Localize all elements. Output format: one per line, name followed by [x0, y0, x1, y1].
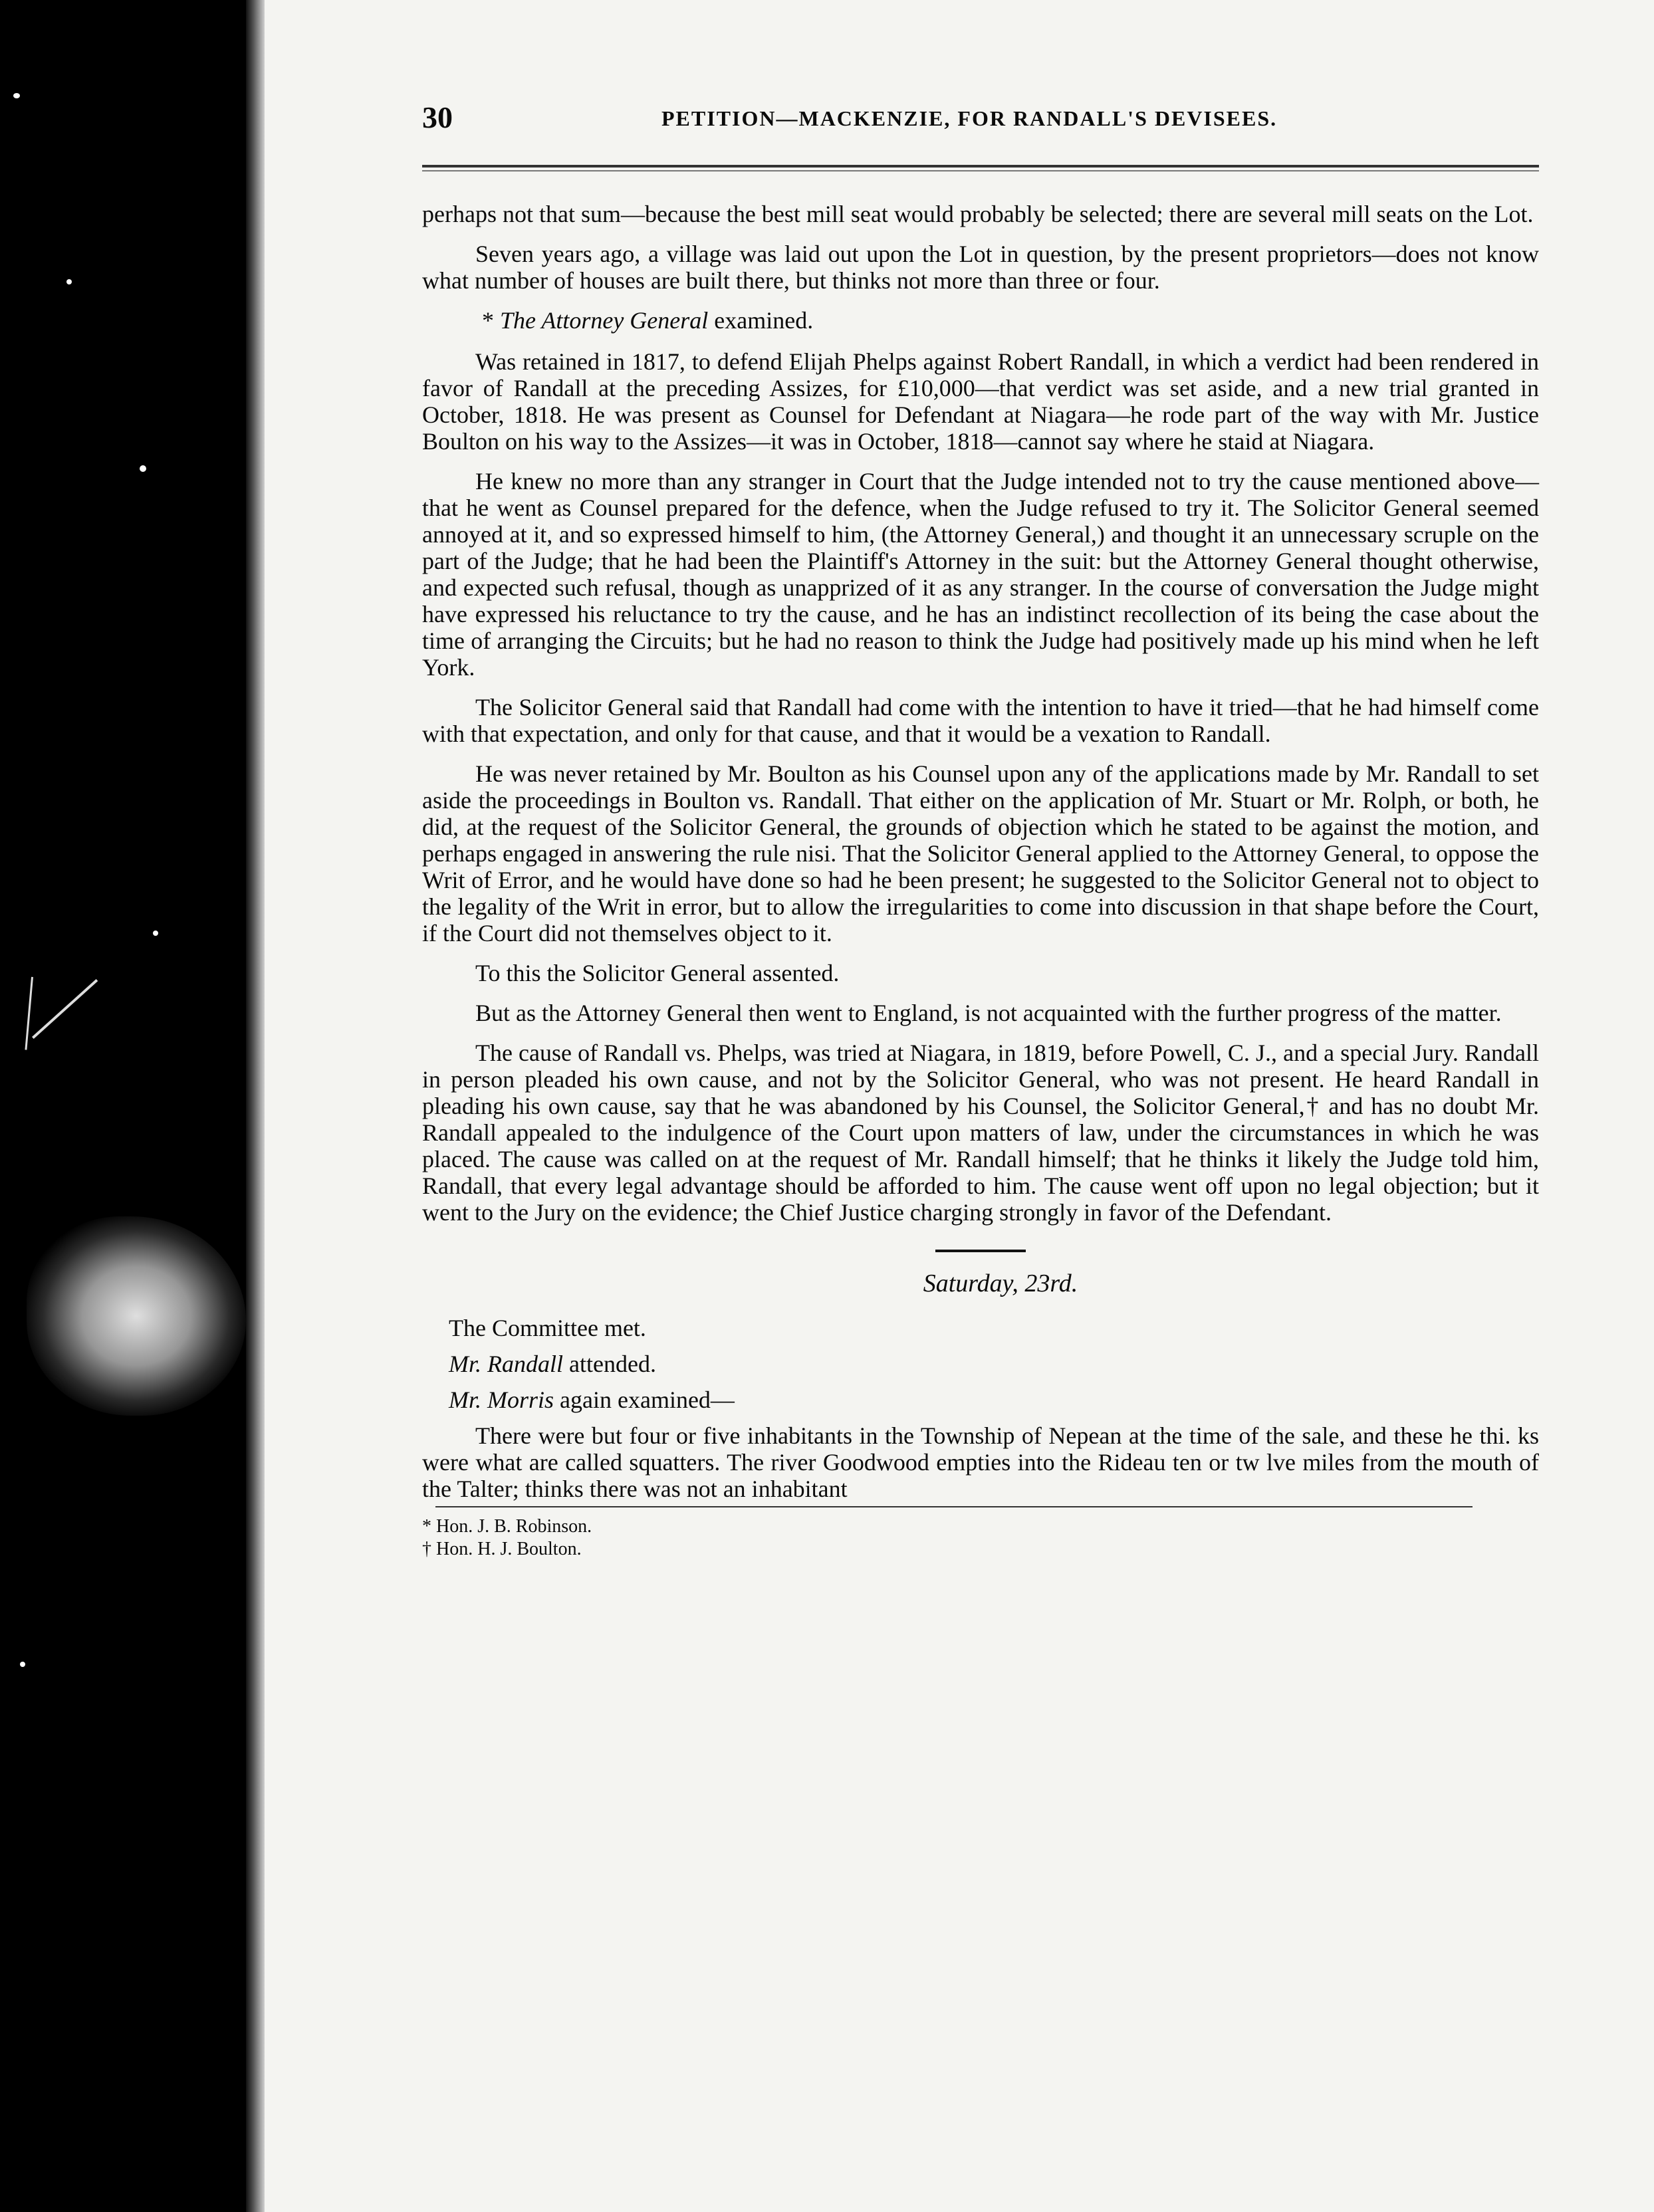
attendance-line — [449, 1351, 1539, 1377]
dust-speck — [66, 279, 72, 284]
paragraph: But as the Attorney General then went to England, is not acquainted with the further progress of the matter. — [475, 1000, 1502, 1026]
examination-text: again examined— — [560, 1386, 735, 1413]
paragraph: He was never retained by Mr. Boulton as his Counsel upon any of the applications made by Mr. Randall to set aside the proceedings in Boulton vs. Randall. That either on the application of Mr. Stuart or Mr. Rolph, or both, he did, at the request of the Solicitor General, the grounds of objection which he stated to be against the motion, and perhaps engaged in answering the rule nisi. That the Solicitor General applied to the Attorney General, to oppose the Writ of Error, and he would have done so had he been present; he suggested to the Solicitor General not to object to the legality of the Writ in error, but to allow the irregularities to come into discussion in that shape before the Court, if the Court did not themselves object to it. — [422, 760, 1539, 946]
dust-speck — [140, 465, 146, 472]
committee-line: The Committee met. — [449, 1315, 646, 1341]
page-number: 30 — [422, 100, 453, 134]
page — [246, 0, 1654, 2212]
body-text — [422, 201, 1539, 1561]
page-content — [422, 100, 1539, 1561]
paragraph: Seven years ago, a village was laid out upon the Lot in question, by the present proprietors—does not know what number of houses are built there, but thinks not more than three or four. — [422, 241, 1539, 294]
footnote: † Hon. H. J. Boulton. — [422, 1539, 582, 1559]
attendance-text: attended. — [569, 1351, 656, 1377]
paragraph: Was retained in 1817, to defend Elijah Phelps against Robert Randall, in which a verdict had been rendered in favor of Randall at the preceding Assizes, for £10,000—that verdict was set aside, and a new trial granted in October, 1818. He was present as Counsel for Defendant at Niagara—he rode part of the way with Mr. Justice Boulton on his way to the Assizes—it was in October, 1818—cannot say where he staid at Niagara. — [422, 348, 1539, 455]
examination-line — [449, 1386, 1539, 1413]
footnote-rule — [435, 1506, 1473, 1507]
dust-speck — [13, 93, 20, 98]
header-rule — [422, 165, 1539, 167]
attendee-name: Mr. Randall — [449, 1351, 564, 1377]
dust-speck — [20, 1662, 25, 1667]
paragraph: He knew no more than any stranger in Court that the Judge intended not to try the cause mentioned above—that he went as Counsel prepared for the defence, when the Judge refused to try it. The Solicitor General seemed annoyed at it, and so expressed himself to him, (the Attorney General,) and thought it an unnecessary scruple on the part of the Judge; that he had been the Plaintiff's Attorney in the suit: but the Attorney General thought otherwise, and expected such refusal, though as unapprized of it as any stranger. In the course of conversation the Judge might have expressed his reluctance to try the cause, and he has an indistinct recollection of its being the case about the time of arranging the Circuits; but he had no reason to think the Judge had positively made up his mind when he left York. — [422, 468, 1539, 681]
footnote: * Hon. J. B. Robinson. — [422, 1516, 592, 1537]
page-gutter-shadow — [246, 0, 265, 2212]
paragraph: The Solicitor General said that Randall had come with the intention to have it tried—that he had himself come with that expectation, and only for that cause, and that it would be a vexation to Randall. — [422, 694, 1539, 747]
paragraph: perhaps not that sum—because the best mill seat would probably be selected; there are several mill seats on the Lot. — [422, 201, 1534, 227]
witness-name: Mr. Morris — [449, 1386, 554, 1413]
paragraph: The cause of Randall vs. Phelps, was tried at Niagara, in 1819, before Powell, C. J., and a special Jury. Randall in person pleaded his own cause, and not by the Solicitor General, who was not present. He heard Randall in pleading his own cause, say that he was abandoned by his Counsel, the Solicitor General,† and has no doubt Mr. Randall appealed to the indulgence of the Court upon matters of law, under the circumstances in which he was placed. The cause was called on at the request of Mr. Randall himself; that he thinks it likely the Judge told him, Randall, that every legal advantage should be afforded to him. The cause went off upon no legal objection; but it went to the Jury on the evidence; the Chief Justice charging strongly in favor of the Defendant. — [422, 1040, 1539, 1226]
paper-stain — [27, 1216, 246, 1416]
examination-label: examined. — [714, 307, 814, 334]
running-head — [422, 100, 1539, 146]
running-title: PETITION—MACKENZIE, FOR RANDALL'S DEVISEES. — [661, 106, 1278, 130]
dust-speck — [153, 931, 158, 936]
scratch-mark — [25, 977, 33, 1050]
scan-background — [0, 0, 246, 2212]
paragraph: There were but four or five inhabitants in the Township of Nepean at the time of the sale, and these he thi. ks were what are called squatters. The river Goodwood empties into the Rideau ten or tw lve miles from the mouth of the Talter; thinks there was not an inhabitant — [422, 1422, 1539, 1502]
date-heading: Saturday, 23rd. — [923, 1270, 1078, 1297]
scratch-mark — [32, 979, 98, 1039]
witness-name: The Attorney General — [500, 307, 709, 334]
section-separator — [935, 1250, 1026, 1252]
paragraph: To this the Solicitor General assented. — [475, 960, 840, 986]
header-rule-thin — [422, 170, 1539, 171]
footnote-marker: * — [482, 307, 494, 334]
examination-heading — [482, 307, 1539, 334]
